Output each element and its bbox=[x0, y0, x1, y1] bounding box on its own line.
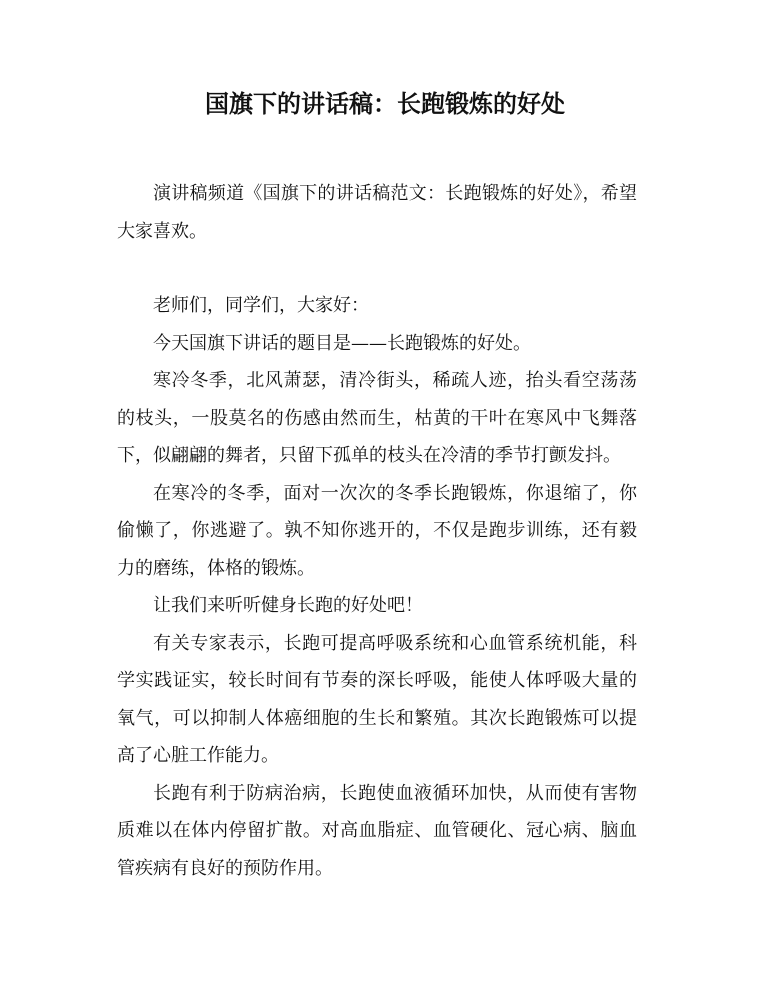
document-body bbox=[117, 175, 637, 887]
winter-scene-paragraph: 寒冷冬季，北风萧瑟，清冷街头，稀疏人迹，抬头看空荡荡的枝头，一股莫名的伤感由然而生，枯黄的干叶在寒风中飞舞落下，似翩翩的舞者，只留下孤单的枝头在冷清的季节打颤发抖。 bbox=[117, 370, 637, 466]
disease-prevention-paragraph: 长跑有利于防病治病，长跑使血液循环加快，从而使有害物质难以在体内停留扩散。对高血脂症、血管硬化、冠心病、脑血管疾病有良好的预防作用。 bbox=[117, 782, 637, 879]
expert-opinion-paragraph: 有关专家表示，长跑可提高呼吸系统和心血管系统机能，科学实践证实，较长时间有节奏的深长呼吸，能使人体呼吸大量的氧气，可以抑制人体癌细胞的生长和繁殖。其次长跑锻炼可以提高了心脏工作能力。 bbox=[117, 632, 637, 766]
greeting-paragraph: 老师们，同学们，大家好： bbox=[153, 295, 369, 316]
avoidance-paragraph: 在寒冷的冬季，面对一次次的冬季长跑锻炼，你退缩了，你偷懒了，你逃避了。孰不知你逃开的，不仅是跑步训练，还有毅力的磨练，体格的锻炼。 bbox=[117, 482, 637, 579]
intro-paragraph: 演讲稿频道《国旗下的讲话稿范文：长跑锻炼的好处》，希望大家喜欢。 bbox=[117, 183, 637, 242]
document-title: 国旗下的讲话稿：长跑锻炼的好处 bbox=[205, 90, 565, 118]
benefits-intro-paragraph: 让我们来听听健身长跑的好处吧！ bbox=[153, 595, 423, 616]
topic-paragraph: 今天国旗下讲话的题目是——长跑锻炼的好处。 bbox=[153, 332, 531, 354]
